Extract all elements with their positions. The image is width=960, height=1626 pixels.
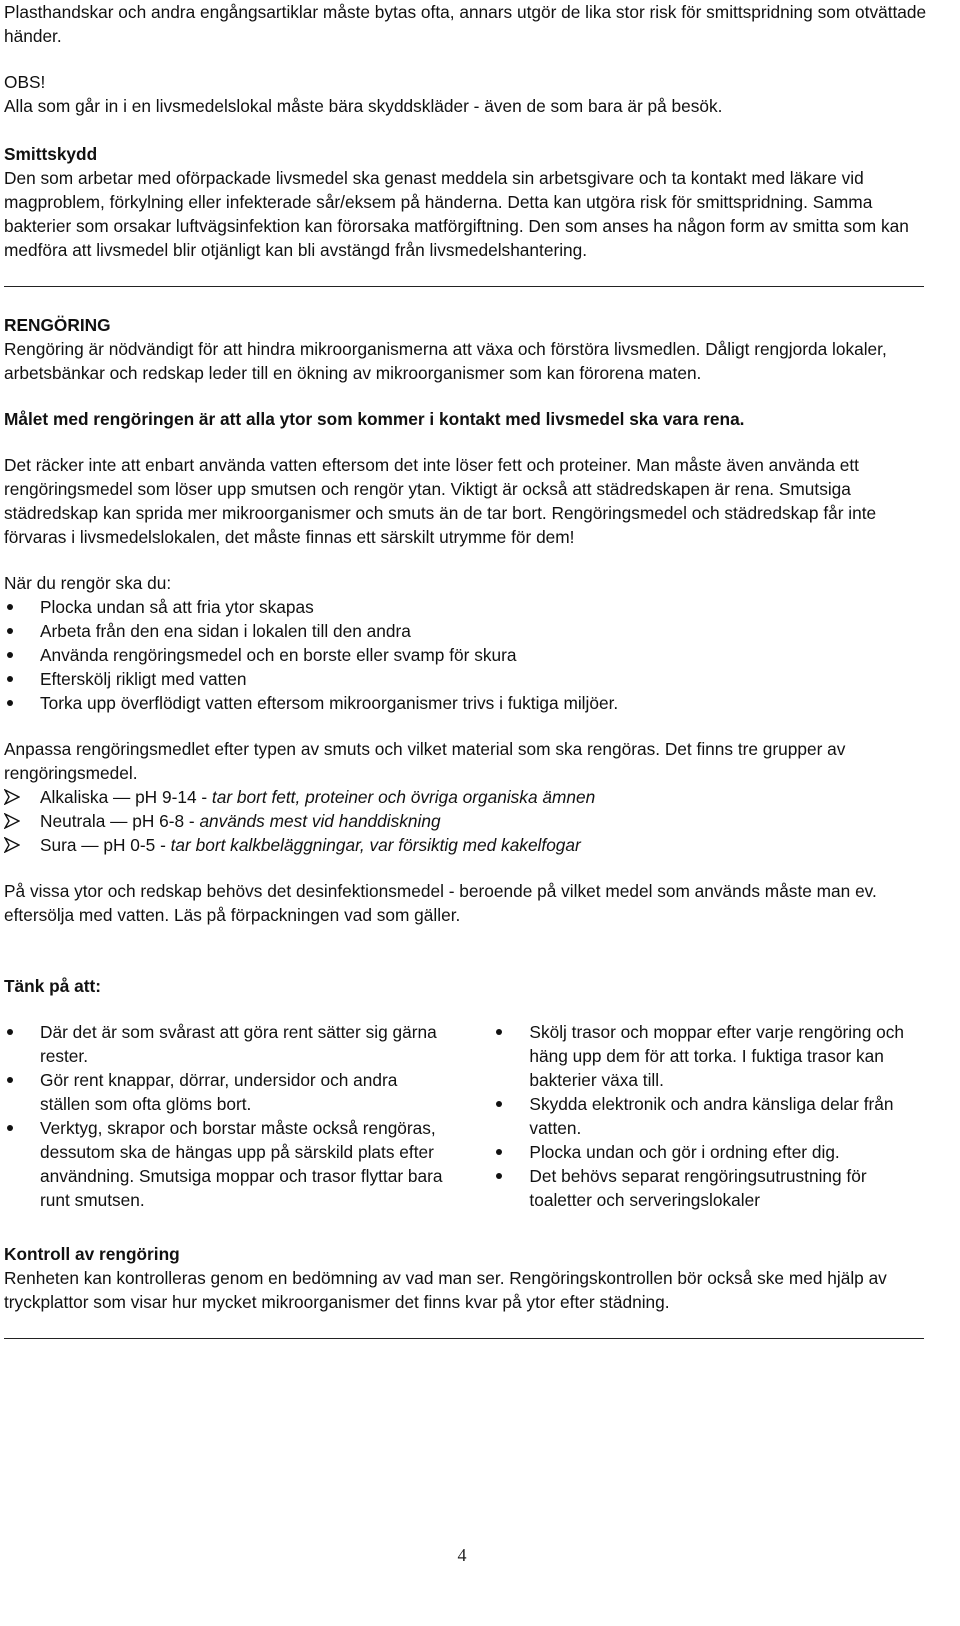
list-item: Torka upp överflödigt vatten eftersom mikroorganismer trivs i fuktiga miljöer. xyxy=(4,691,927,715)
steps-list xyxy=(4,595,927,715)
bullet-icon xyxy=(496,1029,502,1035)
kontroll-section xyxy=(4,1242,927,1314)
intro-paragraph: Plasthandskar och andra engångsartiklar måste bytas ofta, annars utgör de lika stor risk för smittspridning som otvättade händer. xyxy=(4,2,927,46)
list-item: Skölj trasor och moppar efter varje rengöring och häng upp dem för att torka. I fuktiga trasor kan bakterier växa till. xyxy=(493,1020,927,1092)
bullet-icon xyxy=(7,628,13,634)
rengoring-water-text: Det räcker inte att enbart använda vatten eftersom det inte löser fett och proteiner. Man måste även använda ett rengöringsmedel som löser upp smutsen och rengör ytan. Viktigt är också att städredskapen är rena. Smutsiga städredskap kan sprida mer mikroorganismer och smuts än de tar bort. Rengöringsmedel och städredskap får inte förvaras i livsmedelslokalen, det måste finnas ett särskilt utrymme för dem! xyxy=(4,455,877,547)
tank-right-list xyxy=(493,1020,927,1212)
tank-left-column xyxy=(4,1020,447,1212)
list-item: Skydda elektronik och andra känsliga delar från vatten. xyxy=(493,1092,927,1140)
tank-heading: Tänk på att: xyxy=(4,976,101,996)
bullet-icon xyxy=(7,700,13,706)
list-item: Neutrala — pH 6-8 - används mest vid handdiskning xyxy=(4,809,927,833)
disinfect-text: På vissa ytor och redskap behövs det desinfektionsmedel - beroende på vilket medel som används måste man ev. eftersölja med vatten. Läs på förpackningen vad som gäller. xyxy=(4,881,877,925)
list-item: Där det är som svårast att göra rent sätter sig gärna rester. xyxy=(4,1020,447,1068)
arrow-bullet-icon xyxy=(4,837,20,853)
bullet-icon xyxy=(7,1029,13,1035)
list-item: Verktyg, skrapor och borstar måste också rengöras, dessutom ska de hängas upp på särskild plats efter användning. Smutsiga moppar och trasor flyttar bara runt smutsen. xyxy=(4,1116,447,1212)
list-item: Plocka undan och gör i ordning efter dig. xyxy=(493,1140,927,1164)
bullet-icon xyxy=(496,1173,502,1179)
obs-label: OBS! xyxy=(4,72,46,92)
list-item: Använda rengöringsmedel och en borste eller svamp för skura xyxy=(4,643,927,667)
divider xyxy=(4,1338,924,1339)
tank-right-column xyxy=(493,1020,927,1212)
list-item: Det behövs separat rengöringsutrustning för toaletter och serveringslokaler xyxy=(493,1164,927,1212)
list-item: Efterskölj rikligt med vatten xyxy=(4,667,927,691)
agents-intro: Anpassa rengöringsmedlet efter typen av smuts och vilket material som ska rengöras. Det finns tre grupper av rengöringsmedel. xyxy=(4,739,846,783)
list-item: Alkaliska — pH 9-14 - tar bort fett, proteiner och övriga organiska ämnen xyxy=(4,785,927,809)
obs-section xyxy=(4,70,927,118)
rengoring-section xyxy=(4,313,927,927)
page-number: 4 xyxy=(457,1545,467,1565)
list-item: Sura — pH 0-5 - tar bort kalkbeläggningar, var försiktig med kakelfogar xyxy=(4,833,927,857)
divider xyxy=(4,286,924,287)
arrow-bullet-icon xyxy=(4,789,20,805)
steps-intro: När du rengör ska du: xyxy=(4,573,172,593)
smittskydd-heading: Smittskydd xyxy=(4,144,98,164)
smittskydd-text: Den som arbetar med oförpackade livsmedel ska genast meddela sin arbetsgivare och ta kontakt med läkare vid magproblem, förkylning eller infekterade sår/eksem på händerna. Detta kan utgöra risk för smittspridning. Samma bakterier som orsakar luftvägsinfektion kan förorsaka matförgiftning. Den som anses ha någon form av smitta som kan medföra att livsmedel blir otjänligt kan bli avstängd från livsmedelshantering. xyxy=(4,168,909,260)
bullet-icon xyxy=(7,1077,13,1083)
list-item: Arbeta från den ena sidan i lokalen till den andra xyxy=(4,619,927,643)
arrow-bullet-icon xyxy=(4,813,20,829)
tank-left-list xyxy=(4,1020,447,1212)
bullet-icon xyxy=(7,652,13,658)
rengoring-text: Rengöring är nödvändigt för att hindra mikroorganismerna att växa och förstöra livsmedlen. Dåligt rengjorda lokaler, arbetsbänkar och redskap leder till en ökning av mikroorganismer som kan förorena maten. xyxy=(4,339,887,383)
kontroll-text: Renheten kan kontrolleras genom en bedömning av vad man ser. Rengöringskontrollen bör också ske med hjälp av tryckplattor som visar hur mycket mikroorganismer det finns kvar på ytor efter städning. xyxy=(4,1268,887,1312)
bullet-icon xyxy=(7,604,13,610)
tank-columns xyxy=(4,1020,927,1212)
list-item: Gör rent knappar, dörrar, undersidor och andra ställen som ofta glöms bort. xyxy=(4,1068,447,1116)
obs-text: Alla som går in i en livsmedelslokal måste bära skyddskläder - även de som bara är på besök. xyxy=(4,96,723,116)
list-item: Plocka undan så att fria ytor skapas xyxy=(4,595,927,619)
tank-section xyxy=(4,974,927,1212)
rengoring-heading: RENGÖRING xyxy=(4,315,111,335)
kontroll-heading: Kontroll av rengöring xyxy=(4,1244,180,1264)
bullet-icon xyxy=(7,676,13,682)
smittskydd-section xyxy=(4,142,927,262)
bullet-icon xyxy=(496,1101,502,1107)
rengoring-goal: Målet med rengöringen är att alla ytor som kommer i kontakt med livsmedel ska vara rena. xyxy=(4,409,745,429)
bullet-icon xyxy=(496,1149,502,1155)
bullet-icon xyxy=(7,1125,13,1131)
agents-list xyxy=(4,785,927,857)
